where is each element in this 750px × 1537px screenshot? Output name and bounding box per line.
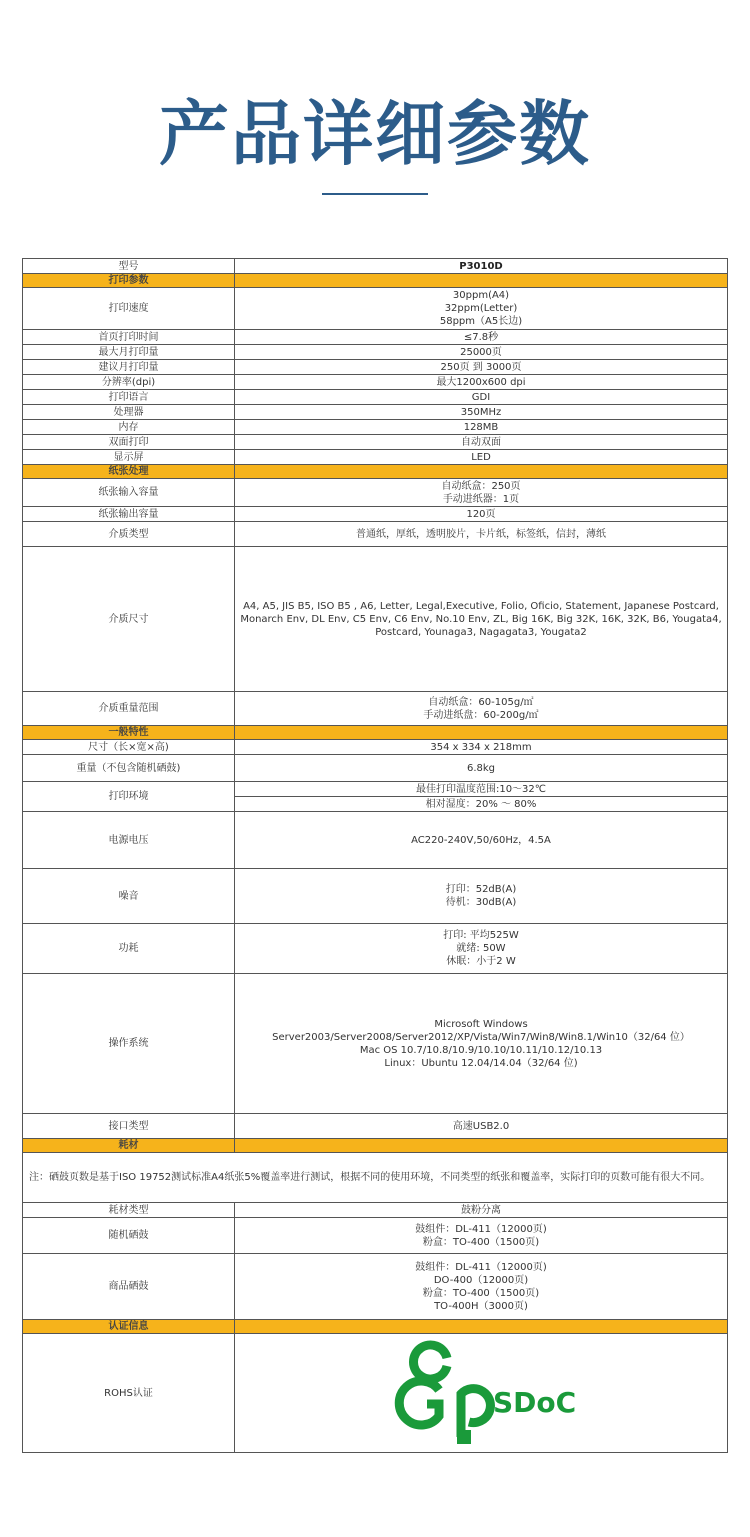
table-row [23,259,728,274]
spec-line: 30ppm(A4) [452,290,510,301]
spec-label: ROHS认证 [23,1334,235,1453]
spec-line: 待机：30dB(A) [445,897,517,908]
spec-line: 手动进纸器：1页 [442,493,520,505]
page-title: 产品详细参数 [159,93,591,175]
spec-value [235,479,728,507]
table-row [23,435,728,450]
section-header-consumables [23,1139,728,1153]
consumables-note: 注：硒鼓页数是基于ISO 19752测试标准A4纸张5%覆盖率进行测试，根据不同的使用环境，不同类型的纸张和覆盖率，实际打印的页数可能有很大不同。 [23,1153,728,1203]
spec-value [235,869,728,924]
table-row [23,1153,728,1203]
table-row [23,692,728,726]
spec-value: AC220-240V,50/60Hz，4.5A [235,812,728,869]
spec-value: 128MB [235,420,728,435]
spec-label: 最大月打印量 [23,345,235,360]
spec-label: 处理器 [23,405,235,420]
table-row [23,345,728,360]
spec-value: 354 x 334 x 218mm [235,740,728,755]
spec-line: 休眠：小于2 W [446,956,516,967]
table-row [23,479,728,507]
section-title: 耗材 [23,1139,235,1153]
spec-line: Monarch Env, DL Env, C5 Env, C6 Env, No.10 Env, ZL, Big 16K, Big 32K, 16K, 32K, B6, Yougata4, [240,613,722,625]
spec-label: 商品硒鼓 [23,1254,235,1320]
spec-line: 自动纸盒：60-105g/㎡ [428,696,534,708]
table-row [23,1334,728,1453]
spec-value: 高速USB2.0 [235,1114,728,1139]
spec-value: 普通纸，厚纸，透明胶片，卡片纸，标签纸，信封，薄纸 [235,522,728,547]
section-title: 打印参数 [23,274,235,288]
table-row [23,547,728,692]
spec-label: 首页打印时间 [23,330,235,345]
title-underline [322,193,428,195]
section-title: 纸张处理 [23,465,235,479]
model-label: 型号 [23,259,235,274]
table-row [23,360,728,375]
spec-line: Microsoft Windows [434,1018,528,1030]
spec-value: 最佳打印温度范围:10～32℃ [235,782,728,797]
spec-value: 6.8kg [235,755,728,782]
spec-label: 耗材类型 [23,1203,235,1218]
spec-value: 相对湿度：20% ～ 80% [235,797,728,812]
spec-line: Mac OS 10.7/10.8/10.9/10.10/10.11/10.12/10.13 [359,1044,603,1056]
table-row [23,812,728,869]
spec-value: 350MHz [235,405,728,420]
spec-table [22,258,728,1453]
spec-line: Linux：Ubuntu 12.04/14.04（32/64 位) [384,1057,578,1069]
table-row [23,420,728,435]
table-row [23,1114,728,1139]
spec-line: 打印: 平均525W [443,930,519,941]
spec-label: 打印速度 [23,288,235,330]
model-value: P3010D [235,259,728,274]
spec-label: 随机硒鼓 [23,1218,235,1254]
spec-line: Postcard, Younaga3, Nagagata3, Yougata2 [375,626,587,638]
spec-label: 内存 [23,420,235,435]
table-row [23,1254,728,1320]
spec-label: 显示屏 [23,450,235,465]
spec-value [235,547,728,692]
table-row [23,330,728,345]
spec-value: 120页 [235,507,728,522]
table-row [23,974,728,1114]
spec-line: 手动进纸盘：60-200g/㎡ [423,709,539,721]
spec-label: 建议月打印量 [23,360,235,375]
spec-value: 鼓粉分离 [235,1203,728,1218]
gp-sdoc-logo [381,1334,581,1448]
table-row [23,507,728,522]
spec-value: ≤7.8秒 [235,330,728,345]
spec-value [235,1218,728,1254]
table-row [23,1203,728,1218]
table-row [23,390,728,405]
spec-line: TO-400H（3000页) [434,1300,528,1312]
spec-value [235,974,728,1114]
spec-value: GDI [235,390,728,405]
section-header-cert [23,1320,728,1334]
spec-label: 介质尺寸 [23,547,235,692]
section-title: 认证信息 [23,1320,235,1334]
spec-label: 纸张输入容量 [23,479,235,507]
table-row [23,522,728,547]
spec-label: 噪音 [23,869,235,924]
spec-value: 25000页 [235,345,728,360]
spec-label: 打印语言 [23,390,235,405]
spec-value [235,924,728,974]
spec-value: LED [235,450,728,465]
table-row [23,1218,728,1254]
spec-label: 纸张输出容量 [23,507,235,522]
spec-line: 打印：52dB(A) [445,884,517,895]
spec-label: 接口类型 [23,1114,235,1139]
spec-line: 鼓组件：DL-411（12000页) [415,1261,547,1273]
table-row [23,924,728,974]
spec-value [235,1254,728,1320]
spec-label: 介质类型 [23,522,235,547]
spec-value [235,692,728,726]
table-row [23,869,728,924]
spec-line: Server2003/Server2008/Server2012/XP/Vista/Win7/Win8/Win8.1/Win10（32/64 位） [272,1031,690,1043]
section-header-print [23,274,728,288]
spec-label: 打印环境 [23,782,235,812]
table-row [23,755,728,782]
spec-label: 电源电压 [23,812,235,869]
table-row [23,450,728,465]
spec-line: A4, A5, JIS B5, ISO B5 , A6, Letter, Legal,Executive, Folio, Oficio, Statement, Japanese Postcard, [243,600,719,612]
spec-line: 鼓组件：DL-411（12000页) [415,1223,547,1235]
spec-line: 58ppm（A5长边) [439,316,523,327]
section-header-general [23,726,728,740]
spec-label: 双面打印 [23,435,235,450]
spec-value: 最大1200x600 dpi [235,375,728,390]
table-row [23,740,728,755]
spec-label: 介质重量范围 [23,692,235,726]
table-row [23,288,728,330]
spec-label: 操作系统 [23,974,235,1114]
spec-value [235,288,728,330]
spec-line: DO-400（12000页) [433,1274,529,1286]
spec-line: 32ppm(Letter) [444,303,518,314]
table-row [23,375,728,390]
spec-line: 粉盒：TO-400（1500页) [422,1236,540,1248]
spec-line: 自动纸盒：250页 [441,480,521,492]
spec-line: 粉盒：TO-400（1500页) [422,1287,540,1299]
spec-value: 250页 到 3000页 [235,360,728,375]
table-row [23,782,728,797]
spec-value: 自动双面 [235,435,728,450]
section-header-paper [23,465,728,479]
spec-label: 尺寸（长×宽×高) [23,740,235,755]
logo-text: SDoC [493,1386,577,1419]
spec-value [235,1334,728,1453]
spec-label: 功耗 [23,924,235,974]
table-row [23,405,728,420]
spec-label: 重量（不包含随机硒鼓) [23,755,235,782]
section-title: 一般特性 [23,726,235,740]
spec-line: 就绪: 50W [456,943,506,954]
spec-label: 分辨率(dpi) [23,375,235,390]
